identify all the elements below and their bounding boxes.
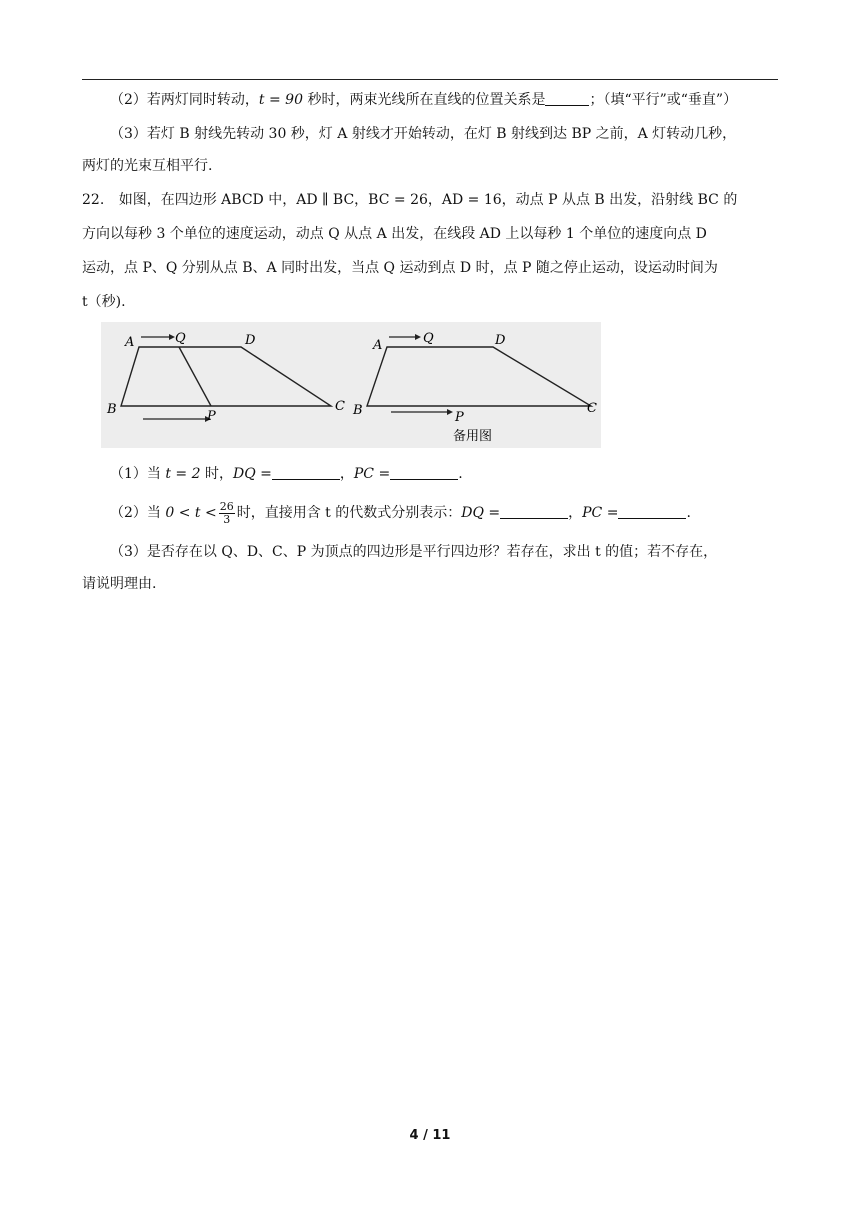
q22-part2-condition: 0 < t <: [165, 505, 217, 521]
q22-stem-text: 如图，在四边形 ABCD 中，AD ∥ BC，BC = 26，AD = 16，动点 P 从点 B 出发，沿射线 BC 的: [118, 192, 738, 208]
answer-blank[interactable]: [545, 91, 589, 106]
q22-stem-line3: 运动，点 P、Q 分别从点 B、A 同时出发，当点 Q 运动到点 D 时，点 P 随之停止运动，设运动时间为: [82, 260, 718, 276]
header-rule: [82, 79, 778, 80]
label-a: A: [125, 335, 135, 350]
dq-label: DQ =: [461, 505, 501, 521]
dq-label: DQ =: [232, 466, 272, 482]
dq-expression-blank[interactable]: [500, 504, 568, 519]
trapezoid-abcd-backup: [367, 347, 591, 406]
period: .: [686, 505, 691, 521]
q22-part2-text: （2）当: [110, 505, 166, 521]
q22-part3-line1: （3）是否存在以 Q、D、C、P 为顶点的四边形是平行四边形？若存在，求出 t 的值；若不存在，: [110, 544, 718, 560]
q22-part3-line2: 请说明理由.: [82, 576, 157, 592]
pc-label: PC =: [582, 505, 619, 521]
figure-caption: 备用图: [453, 429, 493, 444]
dq-answer-blank[interactable]: [272, 465, 340, 480]
question-number: 22.: [82, 192, 105, 208]
segment-qp: [179, 347, 211, 406]
q22-part1-text: （1）当: [110, 466, 166, 482]
label-q: Q: [423, 331, 434, 346]
fraction-26-3: [219, 501, 235, 526]
q22-part2-text-b: 时，直接用含 t 的代数式分别表示：: [236, 505, 462, 521]
q21-part2-condition: t = 90: [258, 92, 303, 108]
fraction-denominator: 3: [223, 512, 231, 526]
fraction-numerator: 26: [219, 499, 234, 513]
label-c: C: [587, 401, 597, 416]
q21-part2-text-b: 秒时，两束光线所在直线的位置关系是: [303, 92, 546, 108]
pc-answer-blank[interactable]: [390, 465, 458, 480]
q22-part1-text-b: 时，: [200, 466, 233, 482]
q22-part1-condition: t = 2: [165, 466, 201, 482]
arrow-head-icon: [447, 409, 453, 415]
label-d: D: [245, 333, 256, 348]
q21-part2-hint: ；（填“平行”或“垂直”）: [589, 92, 738, 108]
separator: ，: [568, 505, 583, 521]
label-p: P: [207, 409, 216, 424]
arrow-head-icon: [415, 334, 421, 340]
q21-part3-line1: （3）若灯 B 射线先转动 30 秒，灯 A 射线才开始转动，在灯 B 射线到达 BP 之前，A 灯转动几秒，: [110, 126, 737, 142]
trapezoid-figure: [101, 322, 601, 448]
trapezoid-diagram: [101, 322, 601, 448]
q21-part3-line2: 两灯的光束互相平行.: [82, 158, 213, 174]
label-p: P: [455, 410, 464, 425]
period: .: [458, 466, 463, 482]
separator: ，: [339, 466, 354, 482]
q21-part2-text: （2）若两灯同时转动，: [110, 92, 259, 108]
label-b: B: [353, 403, 363, 418]
q22-part1: [110, 464, 810, 484]
pc-label: PC =: [353, 466, 391, 482]
pc-expression-blank[interactable]: [618, 504, 686, 519]
q22-stem-line1: [82, 190, 782, 210]
label-d: D: [495, 333, 506, 348]
q21-part2: [110, 90, 810, 110]
label-q: Q: [175, 331, 186, 346]
label-b: B: [107, 402, 117, 417]
q22-stem-line2: 方向以每秒 3 个单位的速度运动，动点 Q 从点 A 出发，在线段 AD 上以每秒 1 个单位的速度向点 D: [82, 226, 707, 242]
q22-part2: [110, 500, 810, 526]
trapezoid-abcd: [121, 347, 331, 406]
label-c: C: [335, 399, 345, 414]
page-number: 4 / 11: [409, 1128, 451, 1143]
q22-stem-line4: t（秒).: [82, 294, 126, 310]
label-a: A: [373, 338, 383, 353]
